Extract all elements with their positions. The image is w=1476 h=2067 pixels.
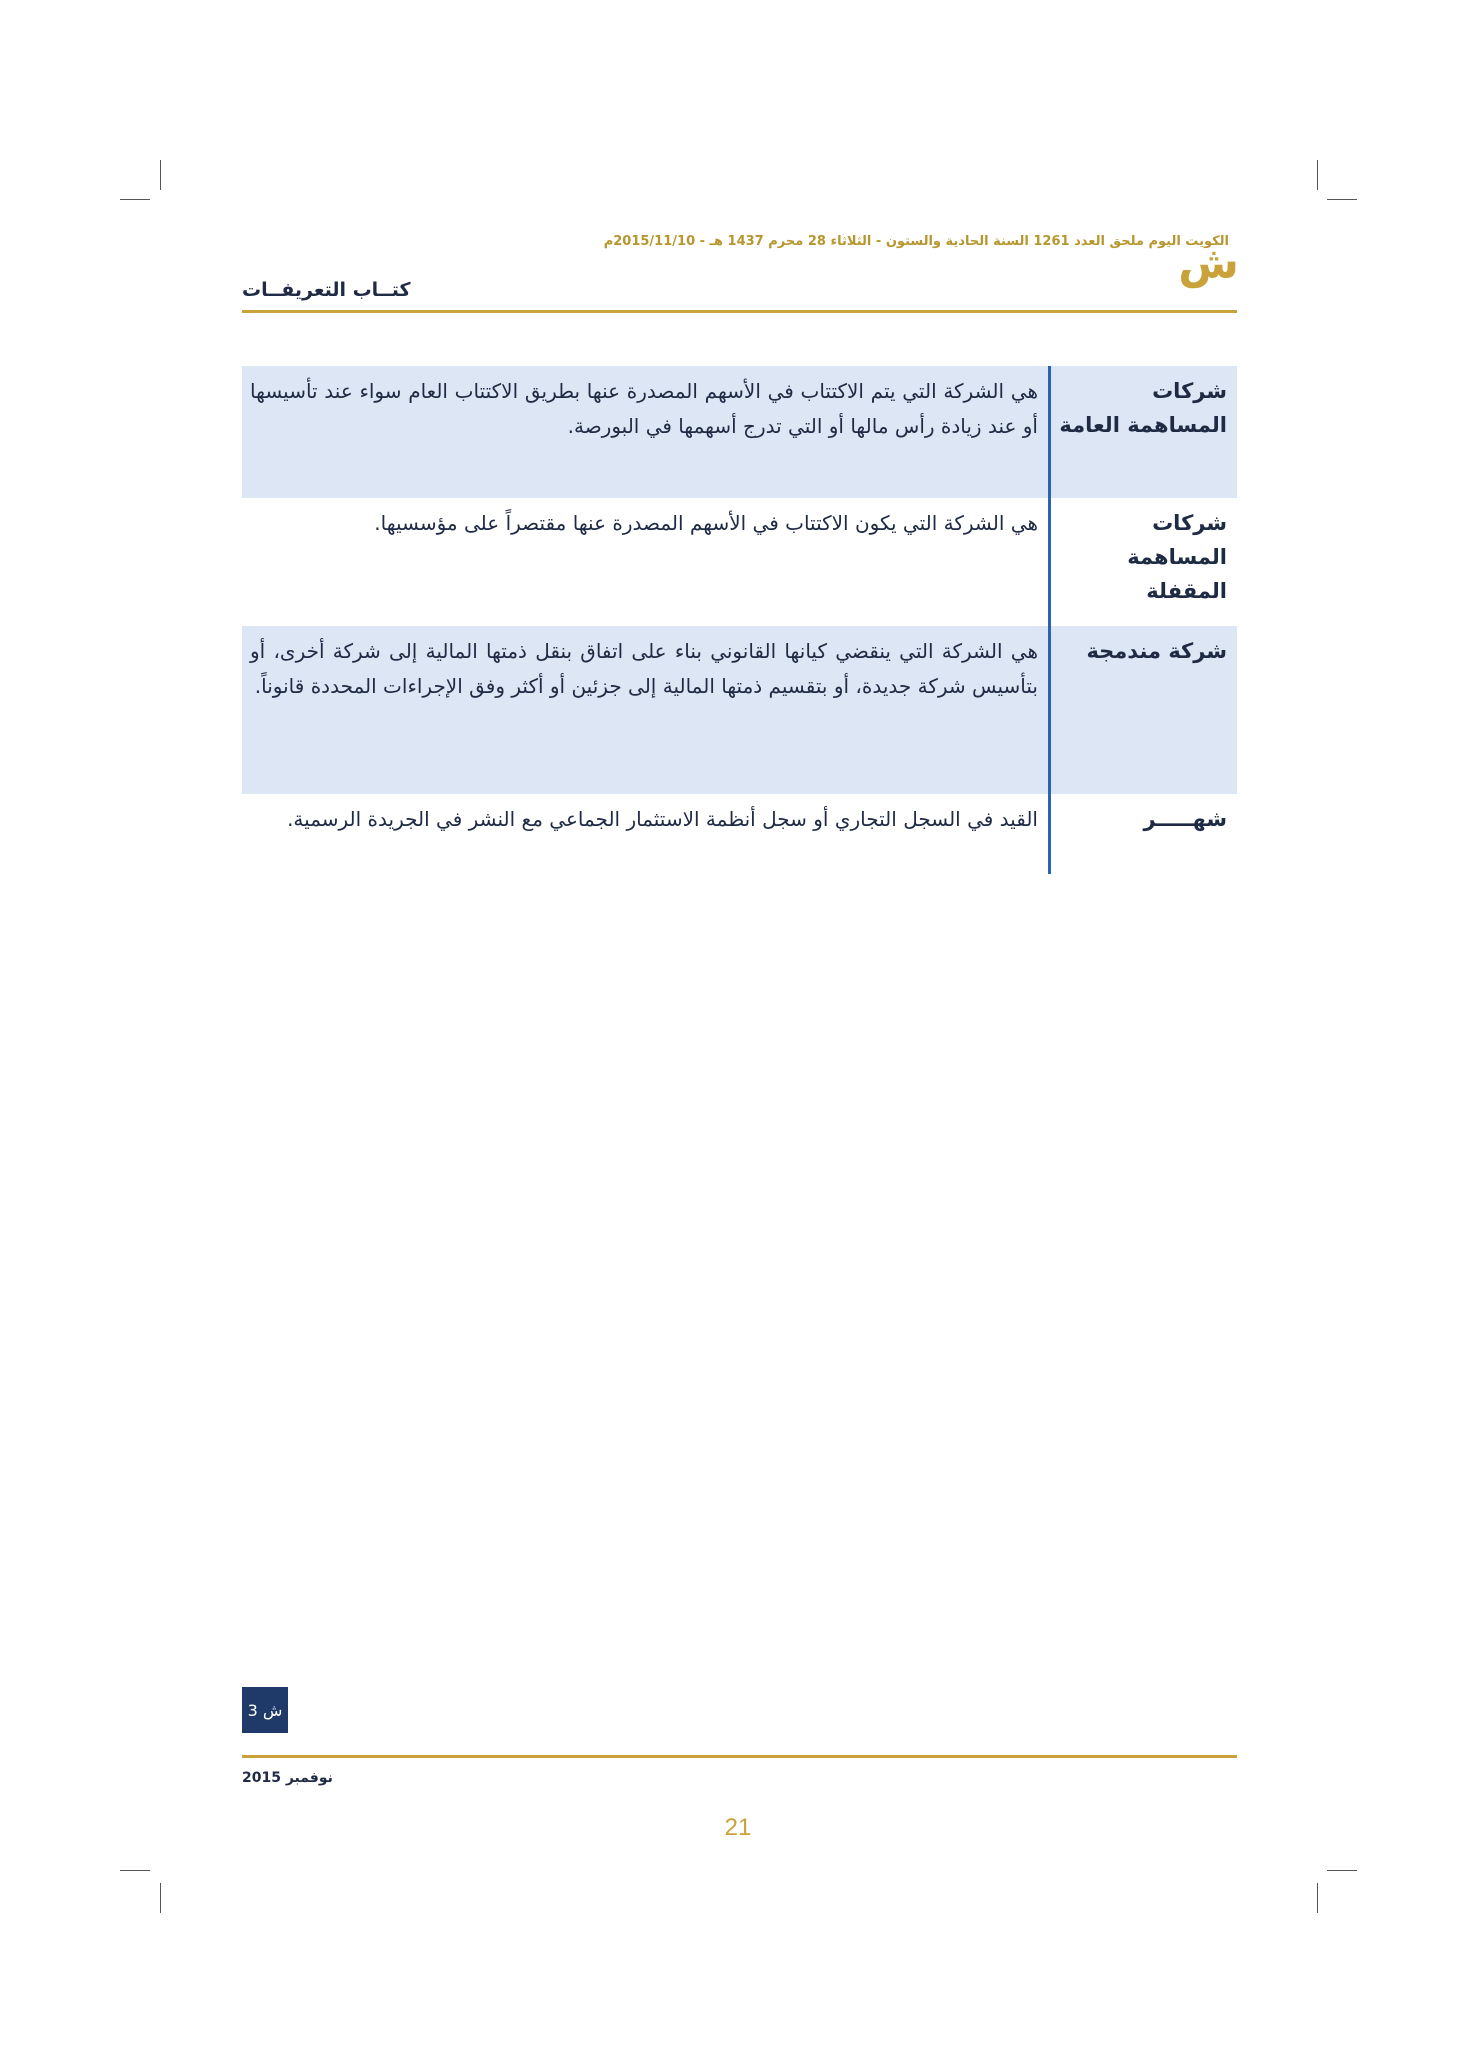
section-badge: ش 3 bbox=[242, 1687, 288, 1733]
crop-mark bbox=[120, 199, 150, 200]
definition-text: هي الشركة التي ينقضي كيانها القانوني بناء على اتفاق بنقل ذمتها المالية إلى شركة أخرى، أو بتأسيس شركة جديدة، أو بتقسيم ذمتها المالية إلى جزئين أو أكثر وفق الإجراءات المحددة قانوناً. bbox=[242, 626, 1048, 794]
definition-term: شهـــــر bbox=[1143, 807, 1227, 831]
definition-text: هي الشركة التي يتم الاكتتاب في الأسهم المصدرة عنها بطريق الاكتتاب العام سواء عند تأسيسها أو عند زيادة رأس مالها أو التي تدرج أسهمها في البورصة. bbox=[242, 366, 1048, 498]
book-title: كتــاب التعريفــات bbox=[242, 279, 411, 301]
definition-row bbox=[242, 626, 1237, 794]
definition-row bbox=[242, 366, 1237, 498]
column-divider bbox=[1048, 626, 1051, 794]
issue-header: الكويت اليوم ملحق العدد 1261 السنة الحادية والستون - الثلاثاء 28 محرم 1437 هـ - 2015/11/10م bbox=[603, 234, 1229, 249]
column-divider bbox=[1048, 498, 1051, 626]
definition-row bbox=[242, 794, 1237, 874]
definition-term: شركة مندمجة bbox=[1051, 626, 1237, 794]
definition-row bbox=[242, 498, 1237, 626]
crop-mark bbox=[160, 1883, 161, 1913]
crop-mark bbox=[1327, 1870, 1357, 1871]
crop-mark bbox=[1327, 199, 1357, 200]
page-number: 21 bbox=[724, 1814, 752, 1841]
footer-date: نوفمبر 2015 bbox=[242, 1770, 333, 1786]
definition-term: شركات المساهمة العامة bbox=[1051, 366, 1237, 498]
column-divider bbox=[1048, 794, 1051, 874]
crop-mark bbox=[120, 1870, 150, 1871]
header-rule bbox=[242, 310, 1237, 313]
crop-mark bbox=[1317, 1883, 1318, 1913]
definition-term: شركات المساهمة المقفلة bbox=[1127, 511, 1227, 603]
section-letter: ش bbox=[1178, 238, 1239, 289]
definitions-table bbox=[242, 366, 1237, 874]
definition-text: القيد في السجل التجاري أو سجل أنظمة الاستثمار الجماعي مع النشر في الجريدة الرسمية. bbox=[287, 807, 1038, 831]
crop-mark bbox=[1317, 160, 1318, 190]
crop-mark bbox=[160, 160, 161, 190]
footer-rule bbox=[242, 1755, 1237, 1758]
column-divider bbox=[1048, 366, 1051, 498]
definition-text: هي الشركة التي يكون الاكتتاب في الأسهم المصدرة عنها مقتصراً على مؤسسيها. bbox=[374, 511, 1038, 535]
